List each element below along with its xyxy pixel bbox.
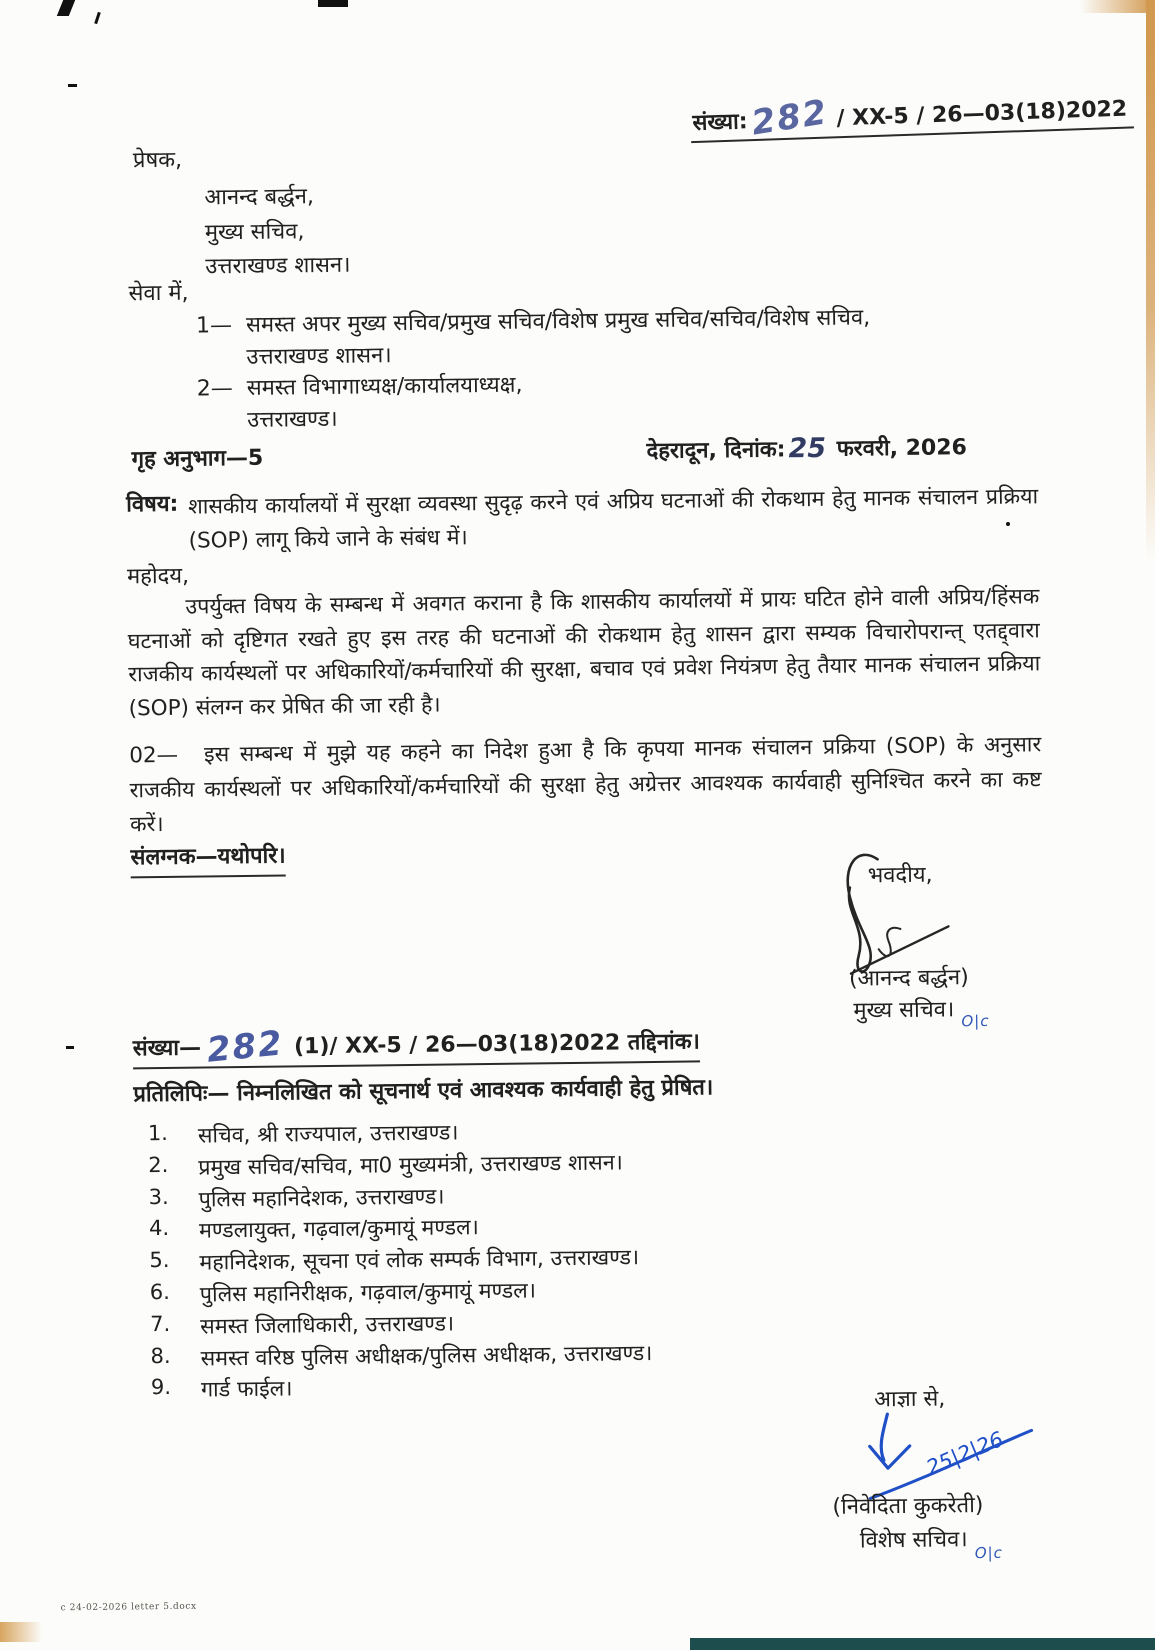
scan-edge-bottom-left — [0, 1622, 42, 1642]
to-item-2-number: 2— — [196, 376, 233, 402]
copy-item-5-num: 5. — [149, 1248, 170, 1273]
scan-artifact-top-bar — [318, 0, 348, 7]
place-date-line — [646, 434, 967, 467]
ref-label: संख्या: — [692, 109, 748, 137]
copy-item-6-num: 6. — [149, 1279, 170, 1305]
scan-artifact-dot — [1006, 522, 1010, 526]
handwritten-signature-date: 25|2|26 — [922, 1426, 1007, 1481]
copy-item-7-num: 7. — [150, 1311, 171, 1336]
to-item-1-number: 1— — [195, 313, 233, 339]
subject-text: शासकीय कार्यालयों में सुरक्षा व्यवस्था सुदृढ़ करने एवं अप्रिय घटनाओं की रोकथाम हेतु मानक संचालन प्रक्रिया (SOP) लागू किये जाने के संबंध में। — [188, 484, 1039, 554]
to-item-1-text: समस्त अपर मुख्य सचिव/प्रमुख सचिव/विशेष प्रमुख सचिव/सचिव/विशेष सचिव, — [245, 305, 871, 338]
spacer — [196, 344, 246, 373]
copy-item-8-text: समस्त वरिष्ठ पुलिस अधीक्षक/पुलिस अधीक्षक, उत्तराखण्ड। — [200, 1340, 653, 1372]
handwritten-ref-number: 282 — [748, 92, 832, 144]
to-item-2-line2 — [197, 397, 1031, 436]
sender-label: प्रेषक, — [132, 147, 183, 174]
place-date-suffix: फरवरी, 2026 — [836, 435, 968, 462]
copy-item-9-text: गार्ड फाईल। — [200, 1376, 293, 1403]
section-name: गृह अनुभाग—5 — [131, 445, 264, 473]
to-item-1-org: उत्तराखण्ड शासन। — [246, 342, 392, 370]
paragraph-2-number: 02— — [129, 742, 179, 769]
copy-heading: प्रतिलिपिः— निम्नलिखित को सूचनार्थ एवं आवश्यक कार्यवाही हेतु प्रेषित। — [133, 1075, 714, 1108]
copy-item-6-text: पुलिस महानिरीक्षक, गढ़वाल/कुमायूं मण्डल। — [199, 1278, 537, 1308]
copy-item-9-num: 9. — [150, 1375, 172, 1400]
to-item-2-org: उत्तराखण्ड। — [246, 406, 338, 433]
spacer — [197, 407, 247, 436]
copy-item-4-num: 4. — [148, 1216, 170, 1241]
copy-item-8-num: 8. — [150, 1343, 171, 1368]
closing-word: भवदीय, — [867, 862, 933, 889]
copy-item-5-text: महानिदेशक, सूचना एवं लोक सम्पर्क विभाग, उत्तराखण्ड। — [199, 1245, 640, 1276]
sender-org: उत्तराखण्ड शासन। — [205, 252, 351, 280]
scan-footer-bar — [690, 1638, 1155, 1650]
signature-ink-anand-bardhan — [819, 843, 1036, 981]
subject-label: विषय: — [126, 491, 179, 518]
to-list — [130, 302, 1031, 436]
scan-edge-right — [1146, 0, 1155, 560]
copy-item-3-text: पुलिस महानिदेशक, उत्तराखण्ड। — [198, 1184, 445, 1213]
copy-item-4-text: मण्डलायुक्त, गढ़वाल/कुमायूं मण्डल। — [198, 1215, 479, 1244]
to-label: सेवा में, — [128, 280, 189, 307]
body-paragraph-2 — [129, 728, 1042, 843]
body-paragraph-1: उपर्युक्त विषय के सम्बन्ध में अवगत कराना है कि शासकीय कार्यालयों में प्रायः घटित होने वाली अप्रिय/हिंसक घटनाओं को दृष्टिगत रखते हुए इस तरह की घटनाओं की रोकथाम हेतु शासन द्वारा सम्यक विचारोपरान्त् एतद्द्वारा राजकीय कार्यस्थलों पर अधिकारियों/कर्मचारियों की सुरक्षा, बचाव एवं प्रवेश नियंत्रण हेतु तैयार मानक संचालन प्रक्रिया (SOP) संलग्न कर प्रेषित की जा रही है। — [127, 584, 1041, 721]
handwritten-copy-ref-number: 282 — [205, 1023, 286, 1071]
copies-list — [148, 1115, 653, 1407]
paragraph-2-text: इस सम्बन्ध में मुझे यह कहने का निदेश हुआ है कि कृपया मानक संचालन प्रक्रिया (SOP) के अनुसार राजकीय कार्यस्थलों पर अधिकारियों/कर्मचारियों की सुरक्षा हेतु अग्रेत्तर आवश्यक कार्यवाही सुनिश्चित करने का कष्ट करें। — [129, 732, 1042, 838]
signatory-1-title-text: मुख्य सचिव। — [853, 997, 955, 1024]
scan-artifact-dash-1 — [68, 84, 77, 87]
scan-artifact-dash-2 — [66, 1046, 74, 1049]
copy-item-2-num: 2. — [148, 1152, 169, 1177]
copy-item-3-num: 3. — [148, 1184, 169, 1209]
place-date-prefix: देहरादून, दिनांक: — [646, 437, 786, 465]
sender-name: आनन्द बर्द्धन, — [204, 184, 315, 211]
signatory-2-title — [859, 1526, 1003, 1563]
copy-item-1-num: 1. — [147, 1120, 169, 1146]
to-item-2-text: समस्त विभागाध्यक्ष/कार्यालयाध्यक्ष, — [246, 372, 523, 402]
handwritten-initials-1: O|c — [961, 1011, 990, 1031]
copy-ref-rest: (1)/ XX-5 / 26—03(18)2022 तद्दिनांक। — [293, 1029, 701, 1060]
copy-ref-label: संख्या— — [132, 1035, 202, 1062]
enclosure-line: संलग्नक—यथोपरि। — [130, 842, 286, 877]
copy-item-2-text: प्रमुख सचिव/सचिव, मा0 मुख्यमंत्री, उत्तराखण्ड शासन। — [198, 1150, 623, 1181]
signatory-2-title-text: विशेष सचिव। — [859, 1527, 968, 1554]
copy-item-1-text: सचिव, श्री राज्यपाल, उत्तराखण्ड। — [197, 1120, 459, 1149]
copy-reference-line — [132, 1023, 701, 1071]
copy-item-7-text: समस्त जिलाधिकारी, उत्तराखण्ड। — [200, 1311, 455, 1340]
handwritten-initials-2: O|c — [974, 1543, 1003, 1563]
salutation: महोदय, — [126, 563, 190, 590]
reference-number-line — [690, 92, 1134, 143]
ref-rest: / XX-5 / 26—03(18)2022 — [836, 96, 1128, 132]
by-order-closing: आज्ञा से, — [874, 1386, 946, 1413]
copy-item-9 — [151, 1369, 653, 1407]
signatory-1-title — [853, 996, 990, 1031]
scan-edge-top-right — [1080, 0, 1155, 13]
subject-block — [126, 480, 1039, 558]
footer-filename: c 24-02-2026 letter 5.docx — [60, 1601, 197, 1614]
signatory-1-name: (आनन्द बर्द्धन) — [848, 965, 969, 992]
sender-title: मुख्य सचिव, — [204, 219, 305, 246]
signatory-2-name: (निवेदिता कुकरेती) — [832, 1493, 984, 1520]
